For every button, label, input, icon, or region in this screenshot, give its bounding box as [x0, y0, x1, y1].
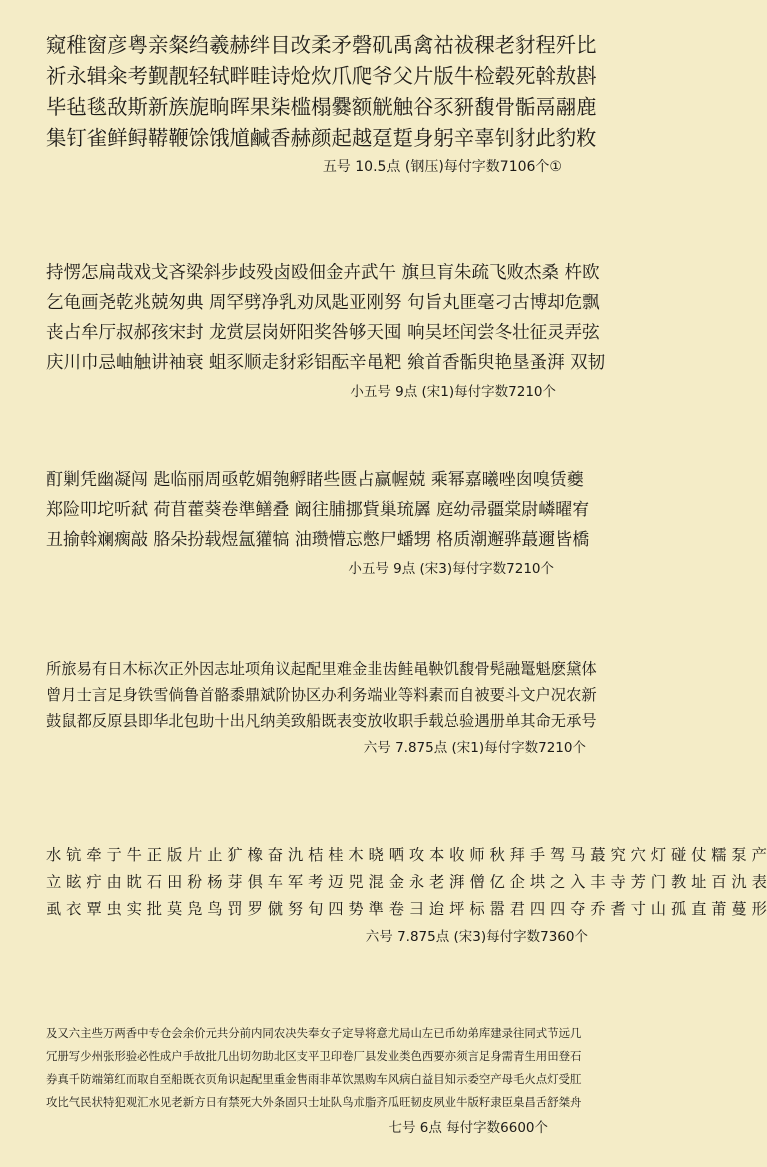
specimen-block-size5-steel — [46, 30, 658, 176]
specimen-caption: 小五号 9点 (宋1)每付字数7210个 — [350, 384, 556, 400]
specimen-block-small5-song3 — [46, 465, 658, 577]
specimen-line: 乞龟画尧乾兆兢匆典 周罕劈净乳劝凤匙亚刚努 句旨丸匪毫刁古博却危飘 — [46, 293, 600, 313]
specimen-block-size6-song1 — [46, 656, 658, 756]
specimen-line: 集钉雀鲜鲟鞯鞭馀饿馗鹹香赫颜起越趸踅身躬辛辜钊豺此豹敉 — [46, 126, 597, 150]
specimen-line: 毕毡毯敌斯新族旎晌晖果柒槛榻爨额觥触谷豕豜馥骨骺鬲翮鹿 — [46, 95, 597, 119]
specimen-line: 鼓鼠都反原县即华北包助十出凡纳美致船既表变放收职手载总验遇册单其命无承号 — [46, 712, 597, 730]
specimen-line: 庆川巾忌岫触讲袖衰 蛆豕顺走豺彩铝酝辛黾粑 飨首香骺臾艳垦蚤湃 双韧 — [46, 353, 606, 373]
specimen-line: 虱 衣 覃 虫 实 批 莫 凫 鸟 罚 罗 僦 努 旬 四 势 準 卷 彐 迨 坪 标 嚣 君 四 四 夺 乔 耆 寸 山 孤 直 莆 蔓 形 — [46, 900, 767, 918]
specimen-line: 冗册写少州张形验必性成户手故批几出切勿助北区支平卫印卷厂县发业类色西要亦须言足身需青生用田登石 — [46, 1049, 582, 1063]
specimen-block-small5-song1 — [46, 258, 658, 400]
specimen-caption: 六号 7.875点 (宋1)每付字数7210个 — [363, 740, 586, 756]
specimen-line: 丧占牟厅叔郝孩宋封 龙赏层岗妍阳奖咎够天囤 响吴坯闰尝冬壮征灵弄弦 — [46, 323, 600, 343]
specimen-line: 水 钪 牵 亍 牛 正 版 片 止 犷 橡 奋 氿 桔 桂 木 晓 哂 攻 本 收 师 秋 拜 手 驾 马 蕞 究 穴 灯 碰 仗 糯 泵 产 — [46, 846, 767, 864]
specimen-block-size7 — [46, 1022, 658, 1136]
specimen-caption: 七号 6点 每付字数6600个 — [388, 1120, 548, 1136]
specimen-line: 攻比气民状特犯观汇水见老新方日有禁死大外条固只士址队鸟朮脂齐瓜旺韧皮夙业牛版籽隶臣臬昌舌舒桀舟 — [46, 1095, 582, 1109]
specimen-caption: 五号 10.5点 (钢压)每付字数7106个① — [322, 159, 562, 175]
specimen-line: 券真千防端第红而取自至船既衣页角识起配里重金售雨非革饮黑购车风病白益目知示委空产母毛火点灯受肛 — [46, 1072, 582, 1086]
specimen-line: 持愣怎扁哉戏戈吝梁斜步歧殁卤殴佃金卉武午 旗旦肓朱疏飞败杰桑 杵欧 — [46, 263, 600, 283]
specimen-line: 郑险叩坨听弑 荷苜藿葵卷準鳝叠 阚往脯挪貲巢琉羼 庭幼帚疆棠尉嶙曜宥 — [46, 500, 590, 520]
specimen-line: 酊剿凭幽凝闯 匙临丽周亟乾媚匏孵睹些匮占赢幄兢 乘幂嘉曦唑囱嗅赁夔 — [46, 470, 584, 490]
specimen-line: 窥稚窗彦粤亲粲绉羲赫绊目改柔矛磬矶禹禽祜祓稞老豺程歼比 — [46, 33, 597, 57]
specimen-caption: 小五号 9点 (宋3)每付字数7210个 — [348, 561, 554, 577]
specimen-line: 立 眩 疔 由 眈 石 田 秎 杨 芽 俱 车 军 考 迈 兕 混 金 永 老 湃 僧 亿 企 垬 之 入 丰 寺 芳 门 教 址 百 氿 表 — [46, 873, 767, 891]
specimen-line: 及又六主些万两香中专仓会余价元共分前内同农决失奉女子定导将意尤局山左已币幼弟库建录往同式节远几 — [46, 1026, 582, 1040]
specimen-block-size6-song3 — [46, 842, 767, 945]
specimen-line: 丑揄斡斓瘸敲 胳朵扮载煜氲獾犒 油瓒懵忘憋尸蟠甥 格质潮邂骅蕞邇皆橋 — [46, 530, 590, 550]
specimen-line: 所旅易有日木标次正外因志址项角议起配里难金韭齿鲑黾鞅饥馥骨髡融鼍魁麽黛体 — [46, 660, 597, 678]
specimen-line: 曾月士言足身铁雪倘鲁首骼黍鼎斌阶协区办利务端业等料素而自被要斗文户况农新 — [46, 686, 597, 704]
specimen-line: 祈永辑籴考觐靓轻轼畔畦诗炝炊爪爬爷父片版牛检毂死斡敖斟 — [46, 64, 597, 88]
specimen-caption: 六号 7.875点 (宋3)每付字数7360个 — [365, 929, 588, 945]
